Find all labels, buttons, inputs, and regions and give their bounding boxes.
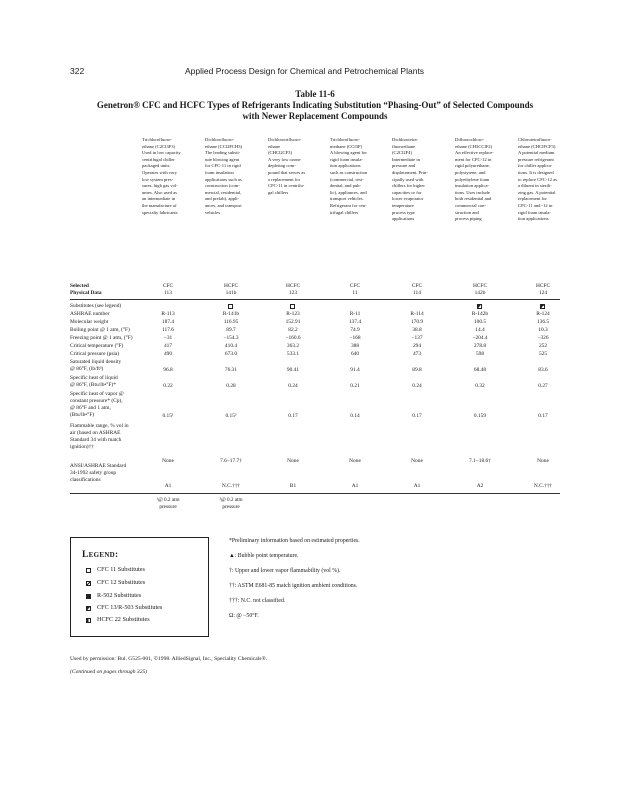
table-cell: 0.17 <box>288 413 298 419</box>
table-cell: 83.6 <box>538 367 548 373</box>
description-cfc11: Trichlorofluoro- methane (CCl3F) A blowing agent for rigid foam insula- tion applications such as construction (commercial, resi- dential, and pub- lic), appliances, and transport vehicles. Refrigerant for cen- trifugal chillers <box>330 137 368 215</box>
cfc11-substitute-icon <box>86 568 91 573</box>
footnote: Ω: @ −50°F. <box>229 613 259 619</box>
table-cell: 187.4 <box>161 319 175 325</box>
row-label: Specific heat of vapor @ constant pressure* (Cp), @ 86°F and 1 atm, (Btu/lb•°F) <box>70 391 124 418</box>
continued-note: (Continued on pages through 325) <box>70 669 148 675</box>
table-cell: 294 <box>412 343 422 349</box>
table-cell: 0.15¹ <box>162 413 174 419</box>
description-hcfc141b: Dichlorofluoro- ethane (CCl2FCH3) The leading substi- tute blowing agent for CFC-11 in rigid foam insulation applications such as construction (com- mercial, residential, and prefab), appli- ances, and transport vehicles <box>205 137 243 215</box>
table-cell: 0.15² <box>225 413 237 419</box>
table-cell: 0.21 <box>350 383 360 389</box>
table-cell: 0.32 <box>475 383 485 389</box>
substitute-cfc12-icon <box>540 304 545 309</box>
row-label: ASHRAE number <box>70 311 110 317</box>
table-cell: 38.8 <box>412 327 422 333</box>
column-type: CFC <box>411 283 423 289</box>
table-cell: −31 <box>163 335 173 341</box>
table-title-line2: with Newer Replacement Compounds <box>242 111 388 121</box>
table-cell: 14.4 <box>475 327 485 333</box>
table-cell: A1 <box>413 483 421 489</box>
row-label: Flammable range, % vol in air (based on ASHRAE Standard 34 with match ignition)†† <box>70 423 129 450</box>
legend-item: R-502 Substitutes <box>97 592 142 599</box>
table-cell: 74.9 <box>350 327 360 333</box>
table-cell: 0.28 <box>226 383 236 389</box>
legend-item: CFC 13/R-503 Substitutes <box>97 604 163 611</box>
table-cell: R-141b <box>222 311 240 317</box>
hcfc22-substitute-icon <box>86 618 91 623</box>
table-cell: −204.4 <box>472 335 488 341</box>
running-head: Applied Process Design for Chemical and Petrochemical Plants <box>185 66 425 76</box>
table-cell: −168 <box>349 335 361 341</box>
table-cell: 100.5 <box>473 319 487 325</box>
row-label: Specific heat of liquid @ 86°F, (Btu/lb•°F)* <box>70 375 118 388</box>
footnote: †: Upper and lower vapor flammability (vol %). <box>229 568 341 574</box>
table-cell: 278.8 <box>473 343 487 349</box>
table-cell: None <box>537 458 549 464</box>
table-cell: N.C.††† <box>221 483 241 489</box>
table-title-line1: Genetron® CFC and HCFC Types of Refrigerants Indicating Substitution “Phasing-Out” of Selected Compounds <box>96 100 534 110</box>
substitute-cfc12-icon <box>477 304 482 309</box>
row-label: Boiling point @ 1 atm, (°F) <box>70 327 130 333</box>
cfc12-substitute-icon <box>86 581 91 586</box>
column-type: HCFC <box>535 283 551 289</box>
column-number: 142b <box>474 290 486 296</box>
footnote: †††: N.C. not classified. <box>229 598 286 604</box>
table-cell: −160.6 <box>285 335 301 341</box>
description-cfc114: Dichlorotetra- fluoroethane (C2Cl2F4) Intermediate in pressure and displacement. Prin- cipally used with chillers for higher capacities or for lower evaporator temperature process type applications <box>392 137 428 222</box>
row-label: Saturated liquid density @ 86°F, (lb/ft³) <box>70 359 122 372</box>
table-cell: 640 <box>350 351 360 357</box>
table-cell: 76.31 <box>224 367 238 373</box>
row-label: Substitutes (see legend) <box>70 303 122 309</box>
table-cell: 0.17 <box>412 413 422 419</box>
footnote: ▲: Bubble point temperature. <box>229 553 299 559</box>
row-header-selected: Selected <box>70 283 89 289</box>
row-label: Molecular weight <box>70 319 109 325</box>
column-number: 113 <box>164 290 172 296</box>
table-number: Table 11-6 <box>295 89 335 99</box>
column-type: HCFC <box>285 283 301 289</box>
column-number: 123 <box>288 290 298 296</box>
table-cell: −326 <box>537 335 549 341</box>
table-cell: 673.0 <box>224 351 238 357</box>
table-cell: None <box>162 458 174 464</box>
description-cfc113: Trichlorofluoro- ethane (C2Cl3F3) Used in low capacity centrifugal chiller packaged units. Operates with very low system pres- sures, high gas vol- umes. Also used as an intermediate in the manufacture of specialty lubricants <box>142 137 181 215</box>
table-cell: None <box>349 458 361 464</box>
table-cell: 0.24 <box>412 383 422 389</box>
table-cell: 89.7 <box>226 327 236 333</box>
table-cell: 89.8 <box>412 367 422 373</box>
footnote: ††: ASTM E681-85 match ignition ambient conditions. <box>229 583 358 589</box>
permission-note: Used by permission: Bul. G525-001, ©1998. AlliedSignal, Inc., Speciality Chemicals®. <box>70 656 268 662</box>
table-cell: 533.1 <box>286 351 300 357</box>
table-cell: None <box>411 458 423 464</box>
table-cell: A1 <box>164 483 172 489</box>
table-cell: 170.9 <box>410 319 424 325</box>
legend-item: HCFC 22 Substitutes <box>97 616 150 623</box>
cfc13-substitute-icon <box>86 606 91 611</box>
table-cell: 96.8 <box>163 367 173 373</box>
table-cell: R-123 <box>286 311 300 317</box>
table-cell: 490 <box>163 351 173 357</box>
table-cell: 0.27 <box>538 383 548 389</box>
table-cell: 252 <box>538 343 548 349</box>
table-cell: 0.22 <box>163 383 173 389</box>
pressure-note: ¹@ 0.2 atm pressure <box>156 497 180 510</box>
legend-item: CFC 12 Substitutes <box>97 579 146 586</box>
row-label: Critical pressure (psia) <box>70 351 120 357</box>
table-cell: R-114 <box>410 311 424 317</box>
table-cell: 10.3 <box>538 327 548 333</box>
table-rule <box>70 299 560 300</box>
table-cell: 116.95 <box>223 319 239 325</box>
description-hcfc124: Chlorotetrafluoro- ethane (CHClFCF3) A potential medium pressure refrigerant for chiller applica- tions. It is designed to replace CFC-12 as a diluent in sterili- zing gas. A potential replacement for CFC-11 and -12 in rigid foam insula- tion applications <box>518 137 557 222</box>
row-label: ANSI/ASHRAE Standard 34-1992 safety group classifications <box>70 463 127 483</box>
table-cell: 598 <box>475 351 485 357</box>
table-cell: R-113 <box>161 311 175 317</box>
table-cell: 363.2 <box>286 343 300 349</box>
table-cell: 90.41 <box>286 367 300 373</box>
row-label: Critical temperature (°F) <box>70 343 124 349</box>
table-cell: R-11 <box>349 311 361 317</box>
table-cell: 0.159 <box>473 413 487 419</box>
table-cell: 525 <box>538 351 548 357</box>
table-cell: A2 <box>476 483 484 489</box>
column-number: 141b <box>225 290 237 296</box>
column-number: 114 <box>413 290 421 296</box>
row-label: Freezing point @ 1 atm, (°F) <box>70 335 133 341</box>
table-cell: 137.4 <box>348 319 362 325</box>
table-rule <box>70 493 560 494</box>
column-type: HCFC <box>223 283 239 289</box>
column-type: CFC <box>349 283 361 289</box>
table-cell: 0.14 <box>350 413 360 419</box>
column-number: 11 <box>352 290 358 296</box>
row-header-physical-data: Physical Data <box>70 290 102 296</box>
table-cell: 7.1−18.6† <box>469 458 491 464</box>
table-cell: N.C.††† <box>533 483 553 489</box>
column-type: HCFC <box>472 283 488 289</box>
table-cell: None <box>287 458 299 464</box>
column-type: CFC <box>162 283 174 289</box>
table-cell: 473 <box>412 351 422 357</box>
substitute-cfc11-icon <box>290 304 295 309</box>
table-cell: 68.48 <box>473 367 487 373</box>
table-cell: 136.5 <box>536 319 550 325</box>
table-cell: −154.3 <box>223 335 239 341</box>
table-cell: 410.4 <box>224 343 238 349</box>
table-cell: 91.4 <box>350 367 360 373</box>
legend-item: CFC 11 Substitutes <box>97 566 145 573</box>
table-cell: −137 <box>411 335 423 341</box>
column-number: 124 <box>538 290 548 296</box>
table-cell: 152.91 <box>285 319 301 325</box>
table-cell: 117.6 <box>162 327 174 333</box>
footnote: *Preliminary information based on estimated properties. <box>229 538 360 544</box>
table-cell: 7.6−17.7† <box>220 458 242 464</box>
table-cell: R-142b <box>471 311 489 317</box>
r502-substitute-icon <box>86 594 91 599</box>
table-cell: 0.24 <box>288 383 298 389</box>
table-cell: A1 <box>351 483 359 489</box>
table-cell: 82.2 <box>288 327 298 333</box>
table-cell: 388 <box>350 343 360 349</box>
table-cell: 417 <box>163 343 173 349</box>
description-hcfc123: Dichlorotrifluoro- ethane (CHCl2CF3) A very low ozone depleting com- pound that serves as a replacement for CFC-11 in centrifu- gal chillers <box>268 137 306 195</box>
substitute-cfc11-icon <box>228 304 233 309</box>
table-cell: R-124 <box>536 311 550 317</box>
description-hcfc142b: Difluorochloro- ethane (CH3CClF2) An effective replace- ment for CFC-12 in rigid polyurethane, polystyrene, and polyethylene foam insulation applica- tions. Uses include both residential and commercial con- struction and process piping <box>455 137 494 222</box>
legend-title: Legend: <box>82 550 119 560</box>
page-number: 322 <box>70 66 85 76</box>
table-cell: B1 <box>289 483 297 489</box>
table-cell: 0.17 <box>538 413 548 419</box>
pressure-note: ²@ 0.2 atm pressure <box>219 497 243 510</box>
